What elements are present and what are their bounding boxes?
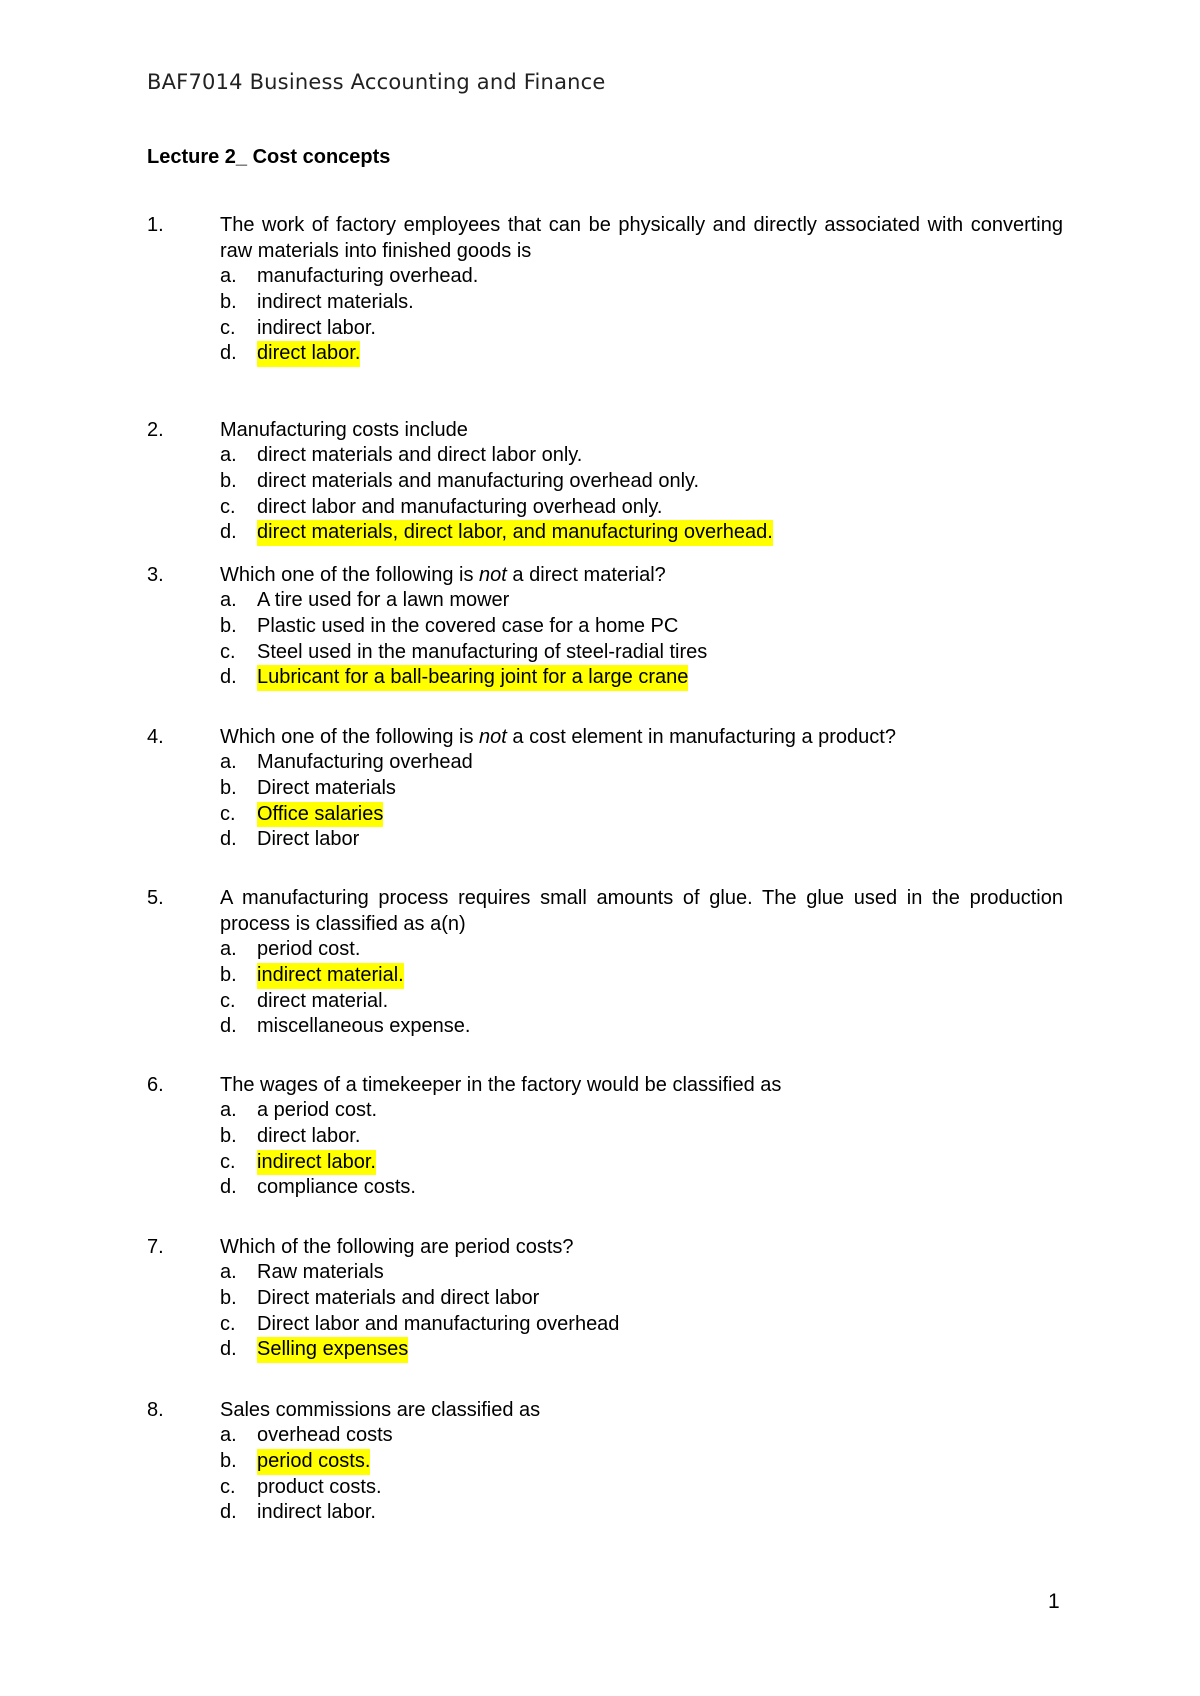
- answer-option-correct: b. period costs.: [220, 1449, 1063, 1475]
- answer-option: a. a period cost.: [220, 1099, 378, 1121]
- answer-option-correct: d. direct materials, direct labor, and manufacturing overhead.: [220, 520, 1063, 546]
- question-number: 2.: [147, 419, 164, 441]
- answer-option: d. compliance costs.: [220, 1176, 416, 1199]
- answer-option-correct: d. Selling expenses: [220, 1337, 1063, 1363]
- question-text: Which of the following are period costs?: [220, 1236, 574, 1258]
- question-text: The work of factory employees that can be physically and directly associated with converting raw materials into finished goods is: [220, 214, 1063, 262]
- answer-option: d. indirect labor.: [220, 1501, 376, 1524]
- answer-option: b. Plastic used in the covered case for a home PC: [220, 614, 679, 637]
- answer-option: d. Direct labor: [220, 828, 360, 851]
- question-3: [147, 562, 1063, 691]
- question-number: 5.: [147, 887, 164, 909]
- answer-option: b. direct materials and manufacturing overhead only.: [220, 469, 700, 492]
- question-2: [147, 417, 1063, 546]
- answer-option: d. miscellaneous expense.: [220, 1015, 471, 1038]
- question-text: Which one of the following is not a cost element in manufacturing a product?: [220, 726, 896, 748]
- answer-option-correct: c. Office salaries: [220, 802, 1063, 828]
- answer-option: a. A tire used for a lawn mower: [220, 589, 510, 611]
- answer-option: a. manufacturing overhead.: [220, 265, 479, 287]
- question-number: 4.: [147, 726, 164, 748]
- question-number: 6.: [147, 1074, 164, 1096]
- answer-option: c. product costs.: [220, 1475, 382, 1498]
- lecture-title: Lecture 2_ Cost concepts: [147, 146, 391, 168]
- answer-option: b. Direct materials: [220, 776, 396, 799]
- answer-option: b. direct labor.: [220, 1124, 361, 1147]
- question-number: 7.: [147, 1236, 164, 1258]
- answer-option-correct: d. direct labor.: [220, 341, 1063, 367]
- answer-option: c. direct labor and manufacturing overhead only.: [220, 495, 663, 518]
- question-text: The wages of a timekeeper in the factory would be classified as: [220, 1074, 782, 1096]
- answer-option-correct: d. Lubricant for a ball-bearing joint for a large crane: [220, 665, 1063, 691]
- question-text: Which one of the following is not a direct material?: [220, 564, 666, 586]
- question-number: 8.: [147, 1399, 164, 1421]
- answer-option: c. direct material.: [220, 989, 389, 1012]
- question-1: [147, 212, 1063, 367]
- question-6: [147, 1072, 1063, 1201]
- answer-option: b. Direct materials and direct labor: [220, 1286, 540, 1309]
- answer-option: a. Raw materials: [220, 1261, 384, 1283]
- answer-option: a. overhead costs: [220, 1424, 393, 1446]
- page-number: 1: [1048, 1590, 1060, 1613]
- question-text: Manufacturing costs include: [220, 419, 468, 441]
- answer-option: c. indirect labor.: [220, 316, 376, 339]
- answer-option: a. period cost.: [220, 938, 361, 960]
- answer-option-correct: c. indirect labor.: [220, 1150, 1063, 1176]
- question-4: [147, 724, 1063, 853]
- course-header: BAF7014 Business Accounting and Finance: [147, 70, 606, 94]
- answer-option: b. indirect materials.: [220, 290, 414, 313]
- question-text: Sales commissions are classified as: [220, 1399, 541, 1421]
- question-number: 1.: [147, 214, 164, 236]
- question-7: [147, 1234, 1063, 1363]
- question-5: [147, 885, 1063, 1040]
- question-8: [147, 1397, 1063, 1526]
- answer-option: a. direct materials and direct labor only.: [220, 444, 583, 466]
- answer-option: c. Direct labor and manufacturing overhead: [220, 1312, 620, 1335]
- question-text: A manufacturing process requires small amounts of glue. The glue used in the production process is classified as a(n): [220, 887, 1063, 935]
- answer-option: a. Manufacturing overhead: [220, 751, 473, 773]
- answer-option: c. Steel used in the manufacturing of steel-radial tires: [220, 640, 708, 663]
- question-number: 3.: [147, 564, 164, 586]
- answer-option-correct: b. indirect material.: [220, 963, 1063, 989]
